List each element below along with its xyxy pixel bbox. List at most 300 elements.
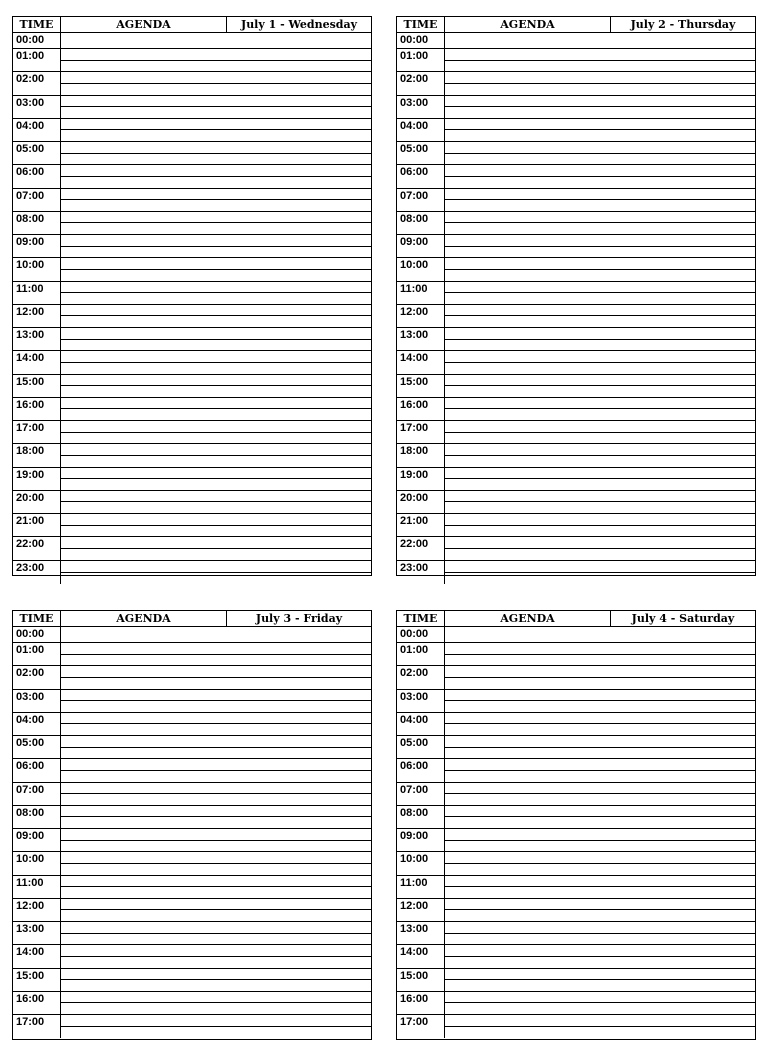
agenda-line[interactable] [61, 910, 371, 921]
agenda-line[interactable] [445, 96, 755, 108]
agenda-slot[interactable] [61, 305, 371, 327]
hour-label: 12:00 [397, 899, 445, 921]
agenda-line[interactable] [61, 1027, 371, 1038]
agenda-slot[interactable] [61, 491, 371, 513]
hour-label: 07:00 [397, 189, 445, 211]
agenda-line[interactable] [61, 701, 371, 712]
agenda-line[interactable] [61, 456, 371, 467]
agenda-line[interactable] [61, 794, 371, 805]
hour-row [13, 235, 371, 258]
agenda-line[interactable] [61, 627, 371, 642]
agenda-slot[interactable] [445, 627, 755, 642]
agenda-line[interactable] [61, 934, 371, 945]
agenda-line[interactable] [445, 444, 755, 456]
agenda-line[interactable] [61, 806, 371, 818]
agenda-line[interactable] [61, 876, 371, 888]
hour-label: 17:00 [397, 421, 445, 443]
hour-label: 22:00 [13, 537, 61, 559]
agenda-line[interactable] [61, 200, 371, 211]
agenda-slot[interactable] [61, 736, 371, 758]
agenda-line[interactable] [61, 33, 371, 48]
agenda-slot[interactable] [61, 142, 371, 164]
agenda-line[interactable] [445, 421, 755, 433]
agenda-line[interactable] [61, 537, 371, 549]
hour-label: 07:00 [13, 783, 61, 805]
agenda-line[interactable] [445, 177, 755, 188]
agenda-slot[interactable] [445, 328, 755, 350]
hour-label: 05:00 [13, 142, 61, 164]
agenda-slot[interactable] [445, 142, 755, 164]
agenda-line[interactable] [445, 247, 755, 258]
agenda-line[interactable] [61, 375, 371, 387]
agenda-slot[interactable] [61, 922, 371, 944]
hour-label: 20:00 [397, 491, 445, 513]
hour-row [13, 922, 371, 945]
agenda-line[interactable] [61, 922, 371, 934]
hour-row [13, 690, 371, 713]
agenda-line[interactable] [445, 375, 755, 387]
agenda-line[interactable] [445, 627, 755, 642]
agenda-line[interactable] [61, 690, 371, 702]
agenda-slot[interactable] [445, 119, 755, 141]
hour-row [13, 992, 371, 1015]
agenda-line[interactable] [61, 945, 371, 957]
agenda-line[interactable] [61, 363, 371, 374]
agenda-line[interactable] [445, 922, 755, 934]
agenda-line[interactable] [445, 340, 755, 351]
agenda-slot[interactable] [445, 561, 755, 584]
agenda-line[interactable] [445, 107, 755, 118]
agenda-line[interactable] [61, 96, 371, 108]
agenda-line[interactable] [445, 386, 755, 397]
agenda-slot[interactable] [445, 282, 755, 304]
agenda-line[interactable] [445, 456, 755, 467]
agenda-line[interactable] [61, 258, 371, 270]
agenda-line[interactable] [61, 666, 371, 678]
hour-row [13, 969, 371, 992]
agenda-line[interactable] [445, 491, 755, 503]
agenda-slot[interactable] [445, 969, 755, 991]
agenda-line[interactable] [445, 33, 755, 48]
agenda-line[interactable] [61, 992, 371, 1004]
agenda-slot[interactable] [445, 713, 755, 735]
agenda-line[interactable] [61, 980, 371, 991]
agenda-line[interactable] [445, 969, 755, 981]
hour-row [13, 829, 371, 852]
hour-row [397, 119, 755, 142]
agenda-slot[interactable] [61, 72, 371, 94]
planner-header [397, 17, 755, 33]
agenda-slot[interactable] [61, 829, 371, 851]
agenda-line[interactable] [445, 934, 755, 945]
hour-row [397, 72, 755, 95]
agenda-slot[interactable] [445, 876, 755, 898]
agenda-line[interactable] [445, 165, 755, 177]
agenda-slot[interactable] [61, 627, 371, 642]
agenda-slot[interactable] [445, 759, 755, 781]
agenda-line[interactable] [61, 107, 371, 118]
agenda-line[interactable] [445, 282, 755, 294]
agenda-line[interactable] [445, 200, 755, 211]
agenda-line[interactable] [445, 119, 755, 131]
agenda-slot[interactable] [61, 444, 371, 466]
agenda-line[interactable] [61, 72, 371, 84]
agenda-line[interactable] [445, 852, 755, 864]
agenda-line[interactable] [445, 736, 755, 748]
agenda-line[interactable] [61, 514, 371, 526]
hour-label: 06:00 [397, 759, 445, 781]
agenda-slot[interactable] [61, 328, 371, 350]
hour-row [13, 643, 371, 666]
agenda-line[interactable] [61, 223, 371, 234]
agenda-column-header: AGENDA [445, 17, 611, 32]
agenda-line[interactable] [445, 655, 755, 666]
agenda-line[interactable] [445, 235, 755, 247]
agenda-line[interactable] [61, 713, 371, 725]
agenda-line[interactable] [445, 980, 755, 991]
agenda-line[interactable] [445, 957, 755, 968]
agenda-line[interactable] [61, 235, 371, 247]
agenda-line[interactable] [61, 49, 371, 61]
agenda-line[interactable] [61, 969, 371, 981]
agenda-slot[interactable] [61, 690, 371, 712]
agenda-line[interactable] [61, 759, 371, 771]
agenda-slot[interactable] [61, 33, 371, 48]
agenda-line[interactable] [445, 573, 755, 584]
hour-row [13, 713, 371, 736]
agenda-slot[interactable] [61, 1015, 371, 1038]
agenda-line[interactable] [61, 119, 371, 131]
agenda-slot[interactable] [61, 212, 371, 234]
agenda-line[interactable] [445, 549, 755, 560]
agenda-slot[interactable] [61, 899, 371, 921]
agenda-line[interactable] [445, 899, 755, 911]
agenda-slot[interactable] [445, 468, 755, 490]
agenda-line[interactable] [61, 189, 371, 201]
agenda-line[interactable] [61, 398, 371, 410]
agenda-slot[interactable] [61, 468, 371, 490]
agenda-line[interactable] [445, 690, 755, 702]
agenda-line[interactable] [61, 409, 371, 420]
agenda-line[interactable] [61, 212, 371, 224]
agenda-slot[interactable] [61, 235, 371, 257]
agenda-line[interactable] [445, 293, 755, 304]
agenda-line[interactable] [445, 864, 755, 875]
agenda-slot[interactable] [445, 945, 755, 967]
agenda-line[interactable] [61, 561, 371, 573]
agenda-line[interactable] [445, 328, 755, 340]
agenda-line[interactable] [61, 316, 371, 327]
hour-row [13, 852, 371, 875]
agenda-line[interactable] [61, 468, 371, 480]
agenda-slot[interactable] [445, 690, 755, 712]
hour-row [13, 1015, 371, 1038]
agenda-slot[interactable] [61, 945, 371, 967]
hour-label: 19:00 [13, 468, 61, 490]
hour-label: 13:00 [13, 922, 61, 944]
agenda-line[interactable] [61, 305, 371, 317]
hour-row [13, 96, 371, 119]
agenda-line[interactable] [61, 61, 371, 72]
agenda-line[interactable] [445, 992, 755, 1004]
agenda-line[interactable] [445, 666, 755, 678]
agenda-line[interactable] [445, 468, 755, 480]
agenda-line[interactable] [445, 713, 755, 725]
hour-label: 12:00 [13, 899, 61, 921]
agenda-line[interactable] [61, 957, 371, 968]
agenda-line[interactable] [445, 771, 755, 782]
agenda-slot[interactable] [445, 491, 755, 513]
agenda-line[interactable] [445, 526, 755, 537]
agenda-line[interactable] [445, 783, 755, 795]
agenda-line[interactable] [445, 223, 755, 234]
agenda-line[interactable] [61, 270, 371, 281]
hour-row [13, 142, 371, 165]
agenda-slot[interactable] [61, 398, 371, 420]
agenda-slot[interactable] [61, 806, 371, 828]
agenda-line[interactable] [445, 724, 755, 735]
agenda-line[interactable] [61, 502, 371, 513]
hour-row [13, 491, 371, 514]
hour-rows [13, 627, 371, 1038]
agenda-slot[interactable] [61, 282, 371, 304]
agenda-slot[interactable] [445, 165, 755, 187]
agenda-slot[interactable] [445, 783, 755, 805]
agenda-slot[interactable] [61, 783, 371, 805]
agenda-line[interactable] [445, 701, 755, 712]
agenda-slot[interactable] [445, 398, 755, 420]
agenda-line[interactable] [445, 794, 755, 805]
agenda-line[interactable] [445, 398, 755, 410]
agenda-slot[interactable] [445, 235, 755, 257]
agenda-slot[interactable] [445, 1015, 755, 1038]
hour-row [397, 398, 755, 421]
agenda-line[interactable] [61, 771, 371, 782]
agenda-slot[interactable] [445, 444, 755, 466]
agenda-line[interactable] [445, 502, 755, 513]
agenda-line[interactable] [61, 340, 371, 351]
agenda-line[interactable] [61, 526, 371, 537]
agenda-line[interactable] [61, 678, 371, 689]
hour-label: 17:00 [13, 421, 61, 443]
agenda-line[interactable] [445, 678, 755, 689]
agenda-slot[interactable] [61, 713, 371, 735]
hour-label: 18:00 [397, 444, 445, 466]
agenda-line[interactable] [61, 736, 371, 748]
agenda-slot[interactable] [445, 49, 755, 71]
agenda-slot[interactable] [445, 305, 755, 327]
agenda-line[interactable] [445, 514, 755, 526]
agenda-line[interactable] [61, 444, 371, 456]
agenda-line[interactable] [445, 433, 755, 444]
hour-row [13, 806, 371, 829]
agenda-line[interactable] [61, 724, 371, 735]
agenda-slot[interactable] [445, 33, 755, 48]
agenda-line[interactable] [445, 316, 755, 327]
agenda-line[interactable] [61, 573, 371, 584]
agenda-line[interactable] [445, 479, 755, 490]
agenda-line[interactable] [445, 363, 755, 374]
agenda-line[interactable] [445, 154, 755, 165]
agenda-line[interactable] [61, 655, 371, 666]
agenda-slot[interactable] [61, 421, 371, 443]
agenda-line[interactable] [445, 49, 755, 61]
agenda-slot[interactable] [61, 759, 371, 781]
agenda-line[interactable] [61, 887, 371, 898]
hour-label: 08:00 [397, 212, 445, 234]
agenda-slot[interactable] [445, 72, 755, 94]
agenda-line[interactable] [445, 84, 755, 95]
agenda-slot[interactable] [61, 96, 371, 118]
hour-row [397, 643, 755, 666]
agenda-slot[interactable] [445, 421, 755, 443]
agenda-line[interactable] [61, 130, 371, 141]
agenda-line[interactable] [61, 154, 371, 165]
agenda-slot[interactable] [445, 351, 755, 373]
agenda-line[interactable] [445, 759, 755, 771]
agenda-slot[interactable] [61, 351, 371, 373]
hour-row [397, 468, 755, 491]
agenda-slot[interactable] [445, 537, 755, 559]
agenda-slot[interactable] [445, 852, 755, 874]
agenda-line[interactable] [61, 841, 371, 852]
agenda-line[interactable] [61, 165, 371, 177]
agenda-line[interactable] [445, 1015, 755, 1027]
agenda-line[interactable] [61, 433, 371, 444]
agenda-slot[interactable] [445, 666, 755, 688]
agenda-line[interactable] [445, 351, 755, 363]
agenda-line[interactable] [445, 748, 755, 759]
agenda-line[interactable] [445, 270, 755, 281]
agenda-slot[interactable] [61, 258, 371, 280]
agenda-line[interactable] [61, 783, 371, 795]
agenda-line[interactable] [61, 491, 371, 503]
agenda-slot[interactable] [61, 375, 371, 397]
agenda-line[interactable] [61, 177, 371, 188]
agenda-line[interactable] [61, 282, 371, 294]
agenda-line[interactable] [61, 852, 371, 864]
agenda-line[interactable] [445, 189, 755, 201]
agenda-line[interactable] [445, 142, 755, 154]
hour-row [13, 33, 371, 49]
agenda-line[interactable] [445, 806, 755, 818]
agenda-slot[interactable] [61, 992, 371, 1014]
agenda-line[interactable] [445, 1003, 755, 1014]
hour-label: 13:00 [397, 922, 445, 944]
agenda-line[interactable] [445, 561, 755, 573]
agenda-line[interactable] [445, 537, 755, 549]
agenda-slot[interactable] [445, 829, 755, 851]
agenda-line[interactable] [61, 829, 371, 841]
agenda-line[interactable] [445, 258, 755, 270]
agenda-slot[interactable] [61, 666, 371, 688]
agenda-line[interactable] [61, 864, 371, 875]
agenda-slot[interactable] [61, 189, 371, 211]
agenda-line[interactable] [61, 549, 371, 560]
agenda-slot[interactable] [445, 258, 755, 280]
agenda-line[interactable] [61, 247, 371, 258]
agenda-line[interactable] [61, 1015, 371, 1027]
agenda-line[interactable] [445, 305, 755, 317]
agenda-line[interactable] [445, 829, 755, 841]
agenda-slot[interactable] [445, 189, 755, 211]
agenda-line[interactable] [445, 1027, 755, 1038]
agenda-slot[interactable] [445, 806, 755, 828]
hour-row [397, 759, 755, 782]
agenda-slot[interactable] [61, 537, 371, 559]
hour-row [397, 783, 755, 806]
agenda-line[interactable] [445, 409, 755, 420]
agenda-slot[interactable] [445, 922, 755, 944]
hour-row [397, 235, 755, 258]
agenda-slot[interactable] [61, 876, 371, 898]
agenda-line[interactable] [445, 841, 755, 852]
agenda-line[interactable] [61, 643, 371, 655]
agenda-slot[interactable] [445, 992, 755, 1014]
hour-label: 08:00 [13, 212, 61, 234]
hour-row [397, 165, 755, 188]
agenda-line[interactable] [61, 386, 371, 397]
hour-row [397, 328, 755, 351]
day-header: July 1 - Wednesday [240, 18, 358, 31]
agenda-line[interactable] [445, 887, 755, 898]
agenda-line[interactable] [61, 351, 371, 363]
agenda-slot[interactable] [61, 514, 371, 536]
agenda-line[interactable] [445, 212, 755, 224]
agenda-slot[interactable] [445, 375, 755, 397]
agenda-slot[interactable] [445, 643, 755, 665]
agenda-line[interactable] [61, 1003, 371, 1014]
agenda-slot[interactable] [61, 969, 371, 991]
agenda-line[interactable] [445, 817, 755, 828]
agenda-line[interactable] [445, 910, 755, 921]
agenda-slot[interactable] [445, 212, 755, 234]
agenda-line[interactable] [61, 899, 371, 911]
agenda-line[interactable] [61, 479, 371, 490]
agenda-slot[interactable] [61, 561, 371, 584]
agenda-line[interactable] [61, 84, 371, 95]
hour-label: 23:00 [397, 561, 445, 584]
hour-label: 10:00 [13, 258, 61, 280]
agenda-slot[interactable] [61, 119, 371, 141]
agenda-slot[interactable] [61, 852, 371, 874]
agenda-line[interactable] [61, 328, 371, 340]
agenda-line[interactable] [61, 293, 371, 304]
agenda-slot[interactable] [445, 899, 755, 921]
agenda-line[interactable] [61, 748, 371, 759]
agenda-slot[interactable] [445, 514, 755, 536]
hour-label: 01:00 [397, 49, 445, 71]
agenda-slot[interactable] [61, 49, 371, 71]
agenda-line[interactable] [445, 72, 755, 84]
agenda-line[interactable] [445, 643, 755, 655]
agenda-line[interactable] [445, 945, 755, 957]
agenda-line[interactable] [445, 61, 755, 72]
hour-row [13, 189, 371, 212]
hour-row [397, 713, 755, 736]
agenda-line[interactable] [61, 142, 371, 154]
agenda-slot[interactable] [61, 643, 371, 665]
agenda-slot[interactable] [61, 165, 371, 187]
agenda-line[interactable] [445, 876, 755, 888]
agenda-slot[interactable] [445, 96, 755, 118]
hour-label: 13:00 [397, 328, 445, 350]
agenda-line[interactable] [61, 817, 371, 828]
agenda-slot[interactable] [445, 736, 755, 758]
agenda-line[interactable] [445, 130, 755, 141]
agenda-line[interactable] [61, 421, 371, 433]
hour-row [397, 212, 755, 235]
